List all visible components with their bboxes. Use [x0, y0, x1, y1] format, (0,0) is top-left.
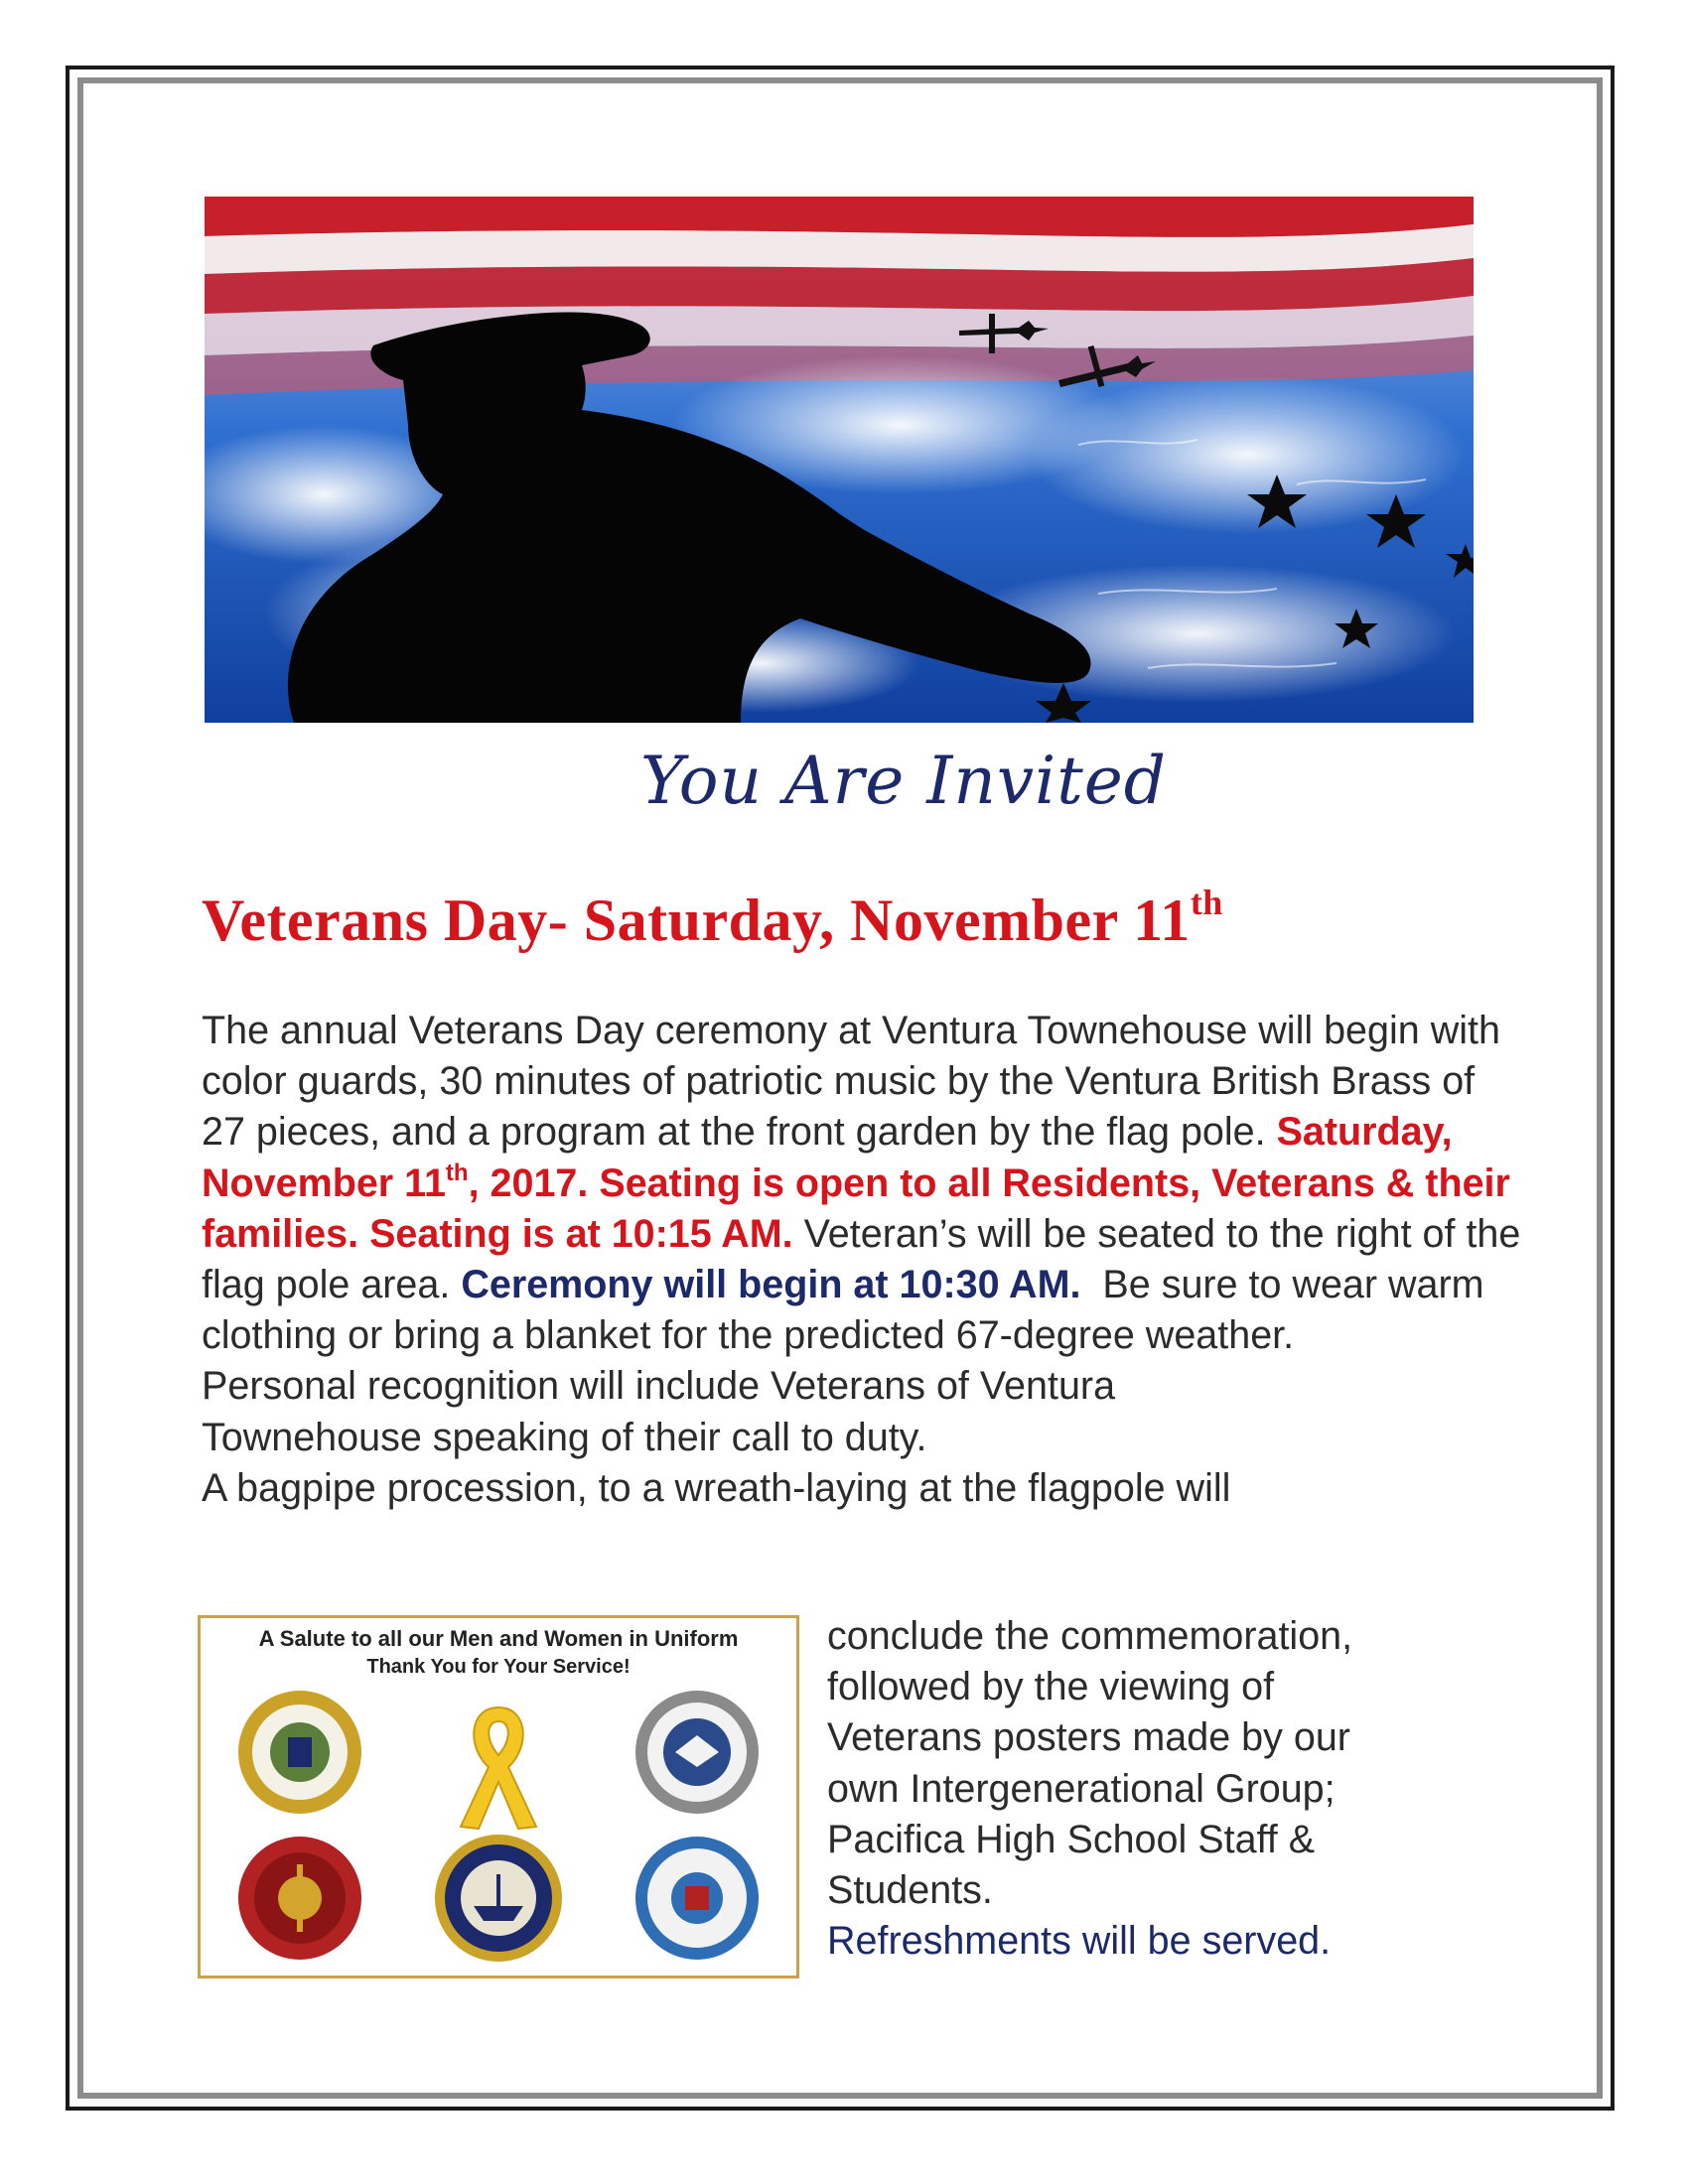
- closing-line: Students.: [827, 1868, 993, 1913]
- ceremony-start-text: Ceremony will begin at 10:30 AM.: [461, 1263, 1081, 1307]
- veterans-seated-text: Veteran’s will be seated to the right of the flag pole area.: [202, 1211, 1521, 1307]
- closing-line: conclude the commemoration,: [827, 1614, 1353, 1658]
- closing-line: followed by the viewing of: [827, 1665, 1275, 1709]
- navy-seal-icon: [435, 1835, 562, 1962]
- army-seal-icon: [238, 1691, 361, 1814]
- military-seals-graphic: [201, 1618, 796, 1976]
- event-headline: [202, 883, 1223, 955]
- seals-caption-sub: Thank You for Your Service!: [366, 1656, 631, 1678]
- closing-line: Veterans posters made by our: [827, 1715, 1350, 1760]
- event-description: [202, 1006, 1522, 1514]
- weather-text: Be sure to wear warm clothing or bring a blanket for the predicted 67-degree weather.: [202, 1263, 1484, 1358]
- event-date-main: Saturday, November 11: [202, 1110, 1453, 1205]
- seals-caption-main: A Salute to all our Men and Women in Uniform: [258, 1626, 739, 1651]
- bagpipe-line: A bagpipe procession, to a wreath-laying at the flagpole will: [202, 1465, 1231, 1510]
- event-date-superscript: th: [445, 1159, 469, 1186]
- recognition-paragraph: Personal recognition will include Veterans of Ventura Townehouse speaking of their call to duty.: [202, 1364, 1116, 1459]
- invitation-title: You Are Invited: [639, 743, 1168, 819]
- coast-guard-seal-icon: [635, 1837, 759, 1960]
- refreshments-line: Refreshments will be served.: [827, 1919, 1332, 1964]
- military-seals-image: [198, 1615, 799, 1979]
- air-force-seal-icon: [635, 1691, 759, 1814]
- closing-line: own Intergenerational Group;: [827, 1766, 1336, 1811]
- seating-open-text: Seating is open to all Residents, Veterans & their families.: [202, 1160, 1510, 1256]
- description-paragraph: [202, 1006, 1522, 1361]
- headline-main: Veterans Day- Saturday, November 11: [202, 887, 1191, 953]
- yellow-ribbon-icon: [461, 1707, 536, 1829]
- intro-text: The annual Veterans Day ceremony at Ventura Townehouse will begin with color guards, 30 minutes of patriotic music by the Ventura British Brass of 27 pieces, and a program at the front garden by the flag pole.: [202, 1009, 1500, 1155]
- marine-corps-seal-icon: [238, 1837, 361, 1960]
- saluting-soldier-flag-illustration: [205, 197, 1474, 723]
- event-date-year: , 2017.: [468, 1160, 589, 1205]
- closing-line: Pacifica High School Staff &: [827, 1817, 1316, 1861]
- seating-time-text: Seating is at 10:15 AM.: [369, 1211, 793, 1256]
- headline-superscript: th: [1190, 883, 1223, 922]
- hero-image-saluting-soldier: [205, 197, 1474, 723]
